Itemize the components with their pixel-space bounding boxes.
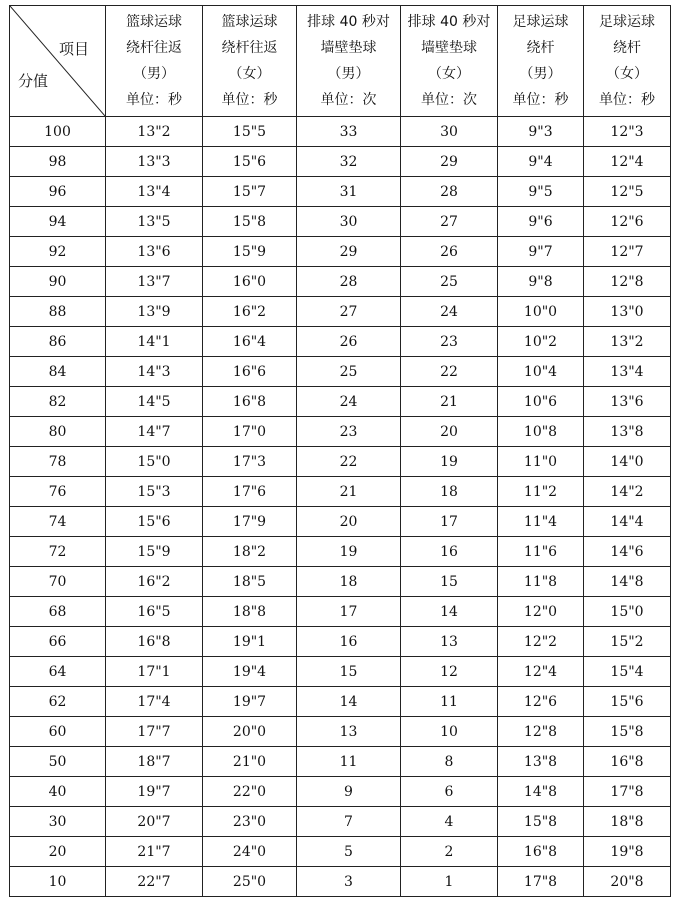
cell-basketball-male: 22"7 xyxy=(106,867,203,897)
cell-basketball-male: 14"7 xyxy=(106,417,203,447)
cell-volleyball-female: 23 xyxy=(401,327,498,357)
cell-volleyball-female: 16 xyxy=(401,537,498,567)
cell-basketball-female: 15"7 xyxy=(203,177,297,207)
cell-volleyball-female: 8 xyxy=(401,747,498,777)
cell-football-male: 12"2 xyxy=(498,627,584,657)
cell-basketball-female: 22"0 xyxy=(203,777,297,807)
cell-basketball-male: 21"7 xyxy=(106,837,203,867)
column-header-gender: （女） xyxy=(228,66,271,82)
cell-basketball-male: 14"1 xyxy=(106,327,203,357)
cell-volleyball-female: 22 xyxy=(401,357,498,387)
table-row xyxy=(10,357,671,387)
cell-basketball-male: 13"2 xyxy=(106,117,203,147)
column-header-basketball-male xyxy=(106,6,203,117)
table-body xyxy=(10,117,671,897)
cell-football-female: 15"0 xyxy=(584,597,671,627)
header-row xyxy=(10,6,671,117)
column-header-line: 排球 40 秒对 xyxy=(407,14,491,30)
cell-football-male: 10"4 xyxy=(498,357,584,387)
column-header-unit: 单位：次 xyxy=(421,92,477,108)
cell-volleyball-male: 32 xyxy=(297,147,401,177)
cell-volleyball-male: 21 xyxy=(297,477,401,507)
cell-volleyball-female: 6 xyxy=(401,777,498,807)
cell-basketball-female: 16"6 xyxy=(203,357,297,387)
cell-basketball-male: 13"5 xyxy=(106,207,203,237)
cell-football-female: 15"8 xyxy=(584,717,671,747)
cell-score: 86 xyxy=(10,327,106,357)
corner-score-label: 分值 xyxy=(18,72,49,90)
column-header-line: 足球运球 xyxy=(599,14,655,30)
cell-score: 70 xyxy=(10,567,106,597)
cell-football-female: 13"2 xyxy=(584,327,671,357)
score-standard-table xyxy=(9,5,671,897)
cell-volleyball-male: 5 xyxy=(297,837,401,867)
cell-basketball-female: 16"2 xyxy=(203,297,297,327)
cell-football-male: 9"3 xyxy=(498,117,584,147)
cell-football-male: 12"4 xyxy=(498,657,584,687)
cell-volleyball-female: 28 xyxy=(401,177,498,207)
cell-football-female: 12"3 xyxy=(584,117,671,147)
cell-basketball-female: 18"8 xyxy=(203,597,297,627)
cell-volleyball-male: 25 xyxy=(297,357,401,387)
cell-football-male: 9"8 xyxy=(498,267,584,297)
cell-volleyball-female: 30 xyxy=(401,117,498,147)
cell-football-male: 12"0 xyxy=(498,597,584,627)
table-row xyxy=(10,777,671,807)
cell-basketball-male: 18"7 xyxy=(106,747,203,777)
cell-score: 94 xyxy=(10,207,106,237)
cell-basketball-male: 20"7 xyxy=(106,807,203,837)
cell-volleyball-male: 24 xyxy=(297,387,401,417)
cell-score: 92 xyxy=(10,237,106,267)
cell-volleyball-male: 23 xyxy=(297,417,401,447)
cell-volleyball-female: 17 xyxy=(401,507,498,537)
cell-basketball-female: 20"0 xyxy=(203,717,297,747)
column-header-unit: 单位：秒 xyxy=(126,92,182,108)
table-row xyxy=(10,597,671,627)
cell-basketball-female: 16"8 xyxy=(203,387,297,417)
cell-football-female: 12"8 xyxy=(584,267,671,297)
table-row xyxy=(10,657,671,687)
cell-volleyball-male: 33 xyxy=(297,117,401,147)
cell-football-male: 9"6 xyxy=(498,207,584,237)
cell-volleyball-female: 2 xyxy=(401,837,498,867)
cell-basketball-male: 13"4 xyxy=(106,177,203,207)
table-row xyxy=(10,327,671,357)
cell-football-male: 12"8 xyxy=(498,717,584,747)
cell-football-female: 13"6 xyxy=(584,387,671,417)
cell-basketball-male: 15"9 xyxy=(106,537,203,567)
cell-football-male: 9"7 xyxy=(498,237,584,267)
cell-basketball-female: 16"4 xyxy=(203,327,297,357)
corner-item-label: 项目 xyxy=(58,40,89,58)
column-header-gender: （女） xyxy=(428,66,470,82)
cell-score: 74 xyxy=(10,507,106,537)
column-header-football-female xyxy=(584,6,671,117)
cell-football-female: 13"8 xyxy=(584,417,671,447)
cell-football-female: 12"4 xyxy=(584,147,671,177)
cell-football-male: 11"4 xyxy=(498,507,584,537)
cell-football-male: 10"0 xyxy=(498,297,584,327)
cell-football-male: 16"8 xyxy=(498,837,584,867)
table-row xyxy=(10,507,671,537)
cell-football-female: 17"8 xyxy=(584,777,671,807)
cell-football-female: 12"5 xyxy=(584,177,671,207)
cell-basketball-female: 21"0 xyxy=(203,747,297,777)
cell-football-female: 15"4 xyxy=(584,657,671,687)
diagonal-divider xyxy=(10,6,105,116)
cell-football-male: 11"0 xyxy=(498,447,584,477)
column-header-unit: 单位：秒 xyxy=(221,92,278,108)
cell-score: 62 xyxy=(10,687,106,717)
column-header-unit: 单位：次 xyxy=(320,92,377,108)
cell-volleyball-male: 20 xyxy=(297,507,401,537)
table-row xyxy=(10,147,671,177)
cell-score: 90 xyxy=(10,267,106,297)
cell-volleyball-female: 25 xyxy=(401,267,498,297)
cell-basketball-female: 18"5 xyxy=(203,567,297,597)
cell-volleyball-male: 19 xyxy=(297,537,401,567)
cell-football-female: 20"8 xyxy=(584,867,671,897)
cell-volleyball-male: 27 xyxy=(297,297,401,327)
table-row xyxy=(10,267,671,297)
cell-score: 20 xyxy=(10,837,106,867)
cell-volleyball-female: 10 xyxy=(401,717,498,747)
column-header-gender: （男） xyxy=(327,66,370,82)
cell-basketball-male: 16"2 xyxy=(106,567,203,597)
cell-football-female: 13"0 xyxy=(584,297,671,327)
column-header-line: 足球运球 xyxy=(512,14,569,30)
column-header-line: 绕杆往返 xyxy=(126,40,182,56)
column-header-gender: （男） xyxy=(519,66,562,82)
cell-football-female: 12"7 xyxy=(584,237,671,267)
cell-basketball-male: 16"8 xyxy=(106,627,203,657)
cell-score: 40 xyxy=(10,777,106,807)
column-header-volleyball-male xyxy=(297,6,401,117)
table-row xyxy=(10,717,671,747)
column-header-volleyball-female xyxy=(401,6,498,117)
cell-score: 84 xyxy=(10,357,106,387)
cell-volleyball-female: 29 xyxy=(401,147,498,177)
cell-volleyball-male: 22 xyxy=(297,447,401,477)
cell-football-male: 10"2 xyxy=(498,327,584,357)
cell-volleyball-female: 20 xyxy=(401,417,498,447)
cell-football-female: 15"6 xyxy=(584,687,671,717)
cell-volleyball-male: 30 xyxy=(297,207,401,237)
table-row xyxy=(10,627,671,657)
cell-score: 30 xyxy=(10,807,106,837)
cell-score: 60 xyxy=(10,717,106,747)
cell-volleyball-male: 15 xyxy=(297,657,401,687)
cell-score: 98 xyxy=(10,147,106,177)
cell-basketball-female: 15"8 xyxy=(203,207,297,237)
cell-football-female: 18"8 xyxy=(584,807,671,837)
table-row xyxy=(10,807,671,837)
cell-basketball-male: 19"7 xyxy=(106,777,203,807)
cell-score: 76 xyxy=(10,477,106,507)
column-header-gender: （男） xyxy=(133,66,175,82)
column-header-line: 墙壁垫球 xyxy=(421,40,477,56)
table-row xyxy=(10,747,671,777)
cell-basketball-female: 23"0 xyxy=(203,807,297,837)
cell-football-male: 10"8 xyxy=(498,417,584,447)
cell-volleyball-male: 17 xyxy=(297,597,401,627)
cell-score: 78 xyxy=(10,447,106,477)
cell-score: 80 xyxy=(10,417,106,447)
column-header-line: 篮球运球 xyxy=(126,14,182,30)
cell-volleyball-female: 19 xyxy=(401,447,498,477)
cell-basketball-male: 14"5 xyxy=(106,387,203,417)
cell-football-male: 13"8 xyxy=(498,747,584,777)
cell-basketball-male: 15"6 xyxy=(106,507,203,537)
cell-football-female: 14"8 xyxy=(584,567,671,597)
cell-volleyball-female: 18 xyxy=(401,477,498,507)
cell-volleyball-male: 11 xyxy=(297,747,401,777)
cell-basketball-female: 17"6 xyxy=(203,477,297,507)
cell-volleyball-female: 26 xyxy=(401,237,498,267)
column-header-gender: （女） xyxy=(606,66,648,82)
cell-score: 96 xyxy=(10,177,106,207)
cell-volleyball-male: 28 xyxy=(297,267,401,297)
cell-football-female: 14"6 xyxy=(584,537,671,567)
cell-football-male: 12"6 xyxy=(498,687,584,717)
cell-basketball-female: 17"0 xyxy=(203,417,297,447)
cell-volleyball-male: 18 xyxy=(297,567,401,597)
table-row xyxy=(10,177,671,207)
cell-basketball-male: 13"9 xyxy=(106,297,203,327)
cell-football-male: 11"8 xyxy=(498,567,584,597)
column-header-line: 墙壁垫球 xyxy=(320,40,377,56)
cell-volleyball-male: 13 xyxy=(297,717,401,747)
cell-volleyball-female: 15 xyxy=(401,567,498,597)
cell-score: 68 xyxy=(10,597,106,627)
table-row xyxy=(10,297,671,327)
cell-basketball-male: 13"3 xyxy=(106,147,203,177)
cell-football-female: 14"4 xyxy=(584,507,671,537)
cell-score: 82 xyxy=(10,387,106,417)
column-header-football-male xyxy=(498,6,584,117)
table-row xyxy=(10,237,671,267)
cell-basketball-male: 17"7 xyxy=(106,717,203,747)
cell-football-male: 10"6 xyxy=(498,387,584,417)
table-row xyxy=(10,417,671,447)
cell-basketball-female: 25"0 xyxy=(203,867,297,897)
cell-football-female: 13"4 xyxy=(584,357,671,387)
cell-basketball-male: 15"3 xyxy=(106,477,203,507)
table-row xyxy=(10,687,671,717)
cell-football-male: 17"8 xyxy=(498,867,584,897)
table-row xyxy=(10,387,671,417)
cell-volleyball-male: 7 xyxy=(297,807,401,837)
cell-football-female: 15"2 xyxy=(584,627,671,657)
column-header-line: 绕杆 xyxy=(526,40,555,56)
cell-basketball-male: 14"3 xyxy=(106,357,203,387)
cell-basketball-female: 17"9 xyxy=(203,507,297,537)
cell-basketball-male: 13"7 xyxy=(106,267,203,297)
cell-basketball-female: 19"7 xyxy=(203,687,297,717)
cell-volleyball-male: 3 xyxy=(297,867,401,897)
cell-volleyball-female: 4 xyxy=(401,807,498,837)
cell-volleyball-male: 26 xyxy=(297,327,401,357)
table-row xyxy=(10,477,671,507)
cell-basketball-male: 16"5 xyxy=(106,597,203,627)
cell-volleyball-male: 31 xyxy=(297,177,401,207)
cell-football-male: 9"4 xyxy=(498,147,584,177)
cell-basketball-female: 19"4 xyxy=(203,657,297,687)
cell-football-female: 16"8 xyxy=(584,747,671,777)
cell-volleyball-female: 13 xyxy=(401,627,498,657)
column-header-line: 绕杆往返 xyxy=(221,40,278,56)
cell-basketball-female: 15"6 xyxy=(203,147,297,177)
table-row xyxy=(10,207,671,237)
corner-cell xyxy=(10,6,106,117)
cell-basketball-female: 17"3 xyxy=(203,447,297,477)
table-row xyxy=(10,567,671,597)
column-header-line: 排球 40 秒对 xyxy=(307,14,390,30)
table-row xyxy=(10,537,671,567)
cell-volleyball-male: 14 xyxy=(297,687,401,717)
cell-volleyball-male: 9 xyxy=(297,777,401,807)
cell-basketball-male: 15"0 xyxy=(106,447,203,477)
cell-volleyball-female: 14 xyxy=(401,597,498,627)
column-header-line: 篮球运球 xyxy=(221,14,278,30)
cell-basketball-male: 13"6 xyxy=(106,237,203,267)
cell-football-male: 11"6 xyxy=(498,537,584,567)
cell-basketball-female: 15"9 xyxy=(203,237,297,267)
column-header-unit: 单位：秒 xyxy=(512,92,569,108)
cell-football-female: 14"2 xyxy=(584,477,671,507)
cell-volleyball-female: 11 xyxy=(401,687,498,717)
table-row xyxy=(10,867,671,897)
cell-score: 72 xyxy=(10,537,106,567)
cell-volleyball-male: 29 xyxy=(297,237,401,267)
cell-football-male: 15"8 xyxy=(498,807,584,837)
cell-volleyball-female: 27 xyxy=(401,207,498,237)
cell-score: 50 xyxy=(10,747,106,777)
cell-football-male: 14"8 xyxy=(498,777,584,807)
cell-football-female: 19"8 xyxy=(584,837,671,867)
cell-basketball-female: 24"0 xyxy=(203,837,297,867)
table-row xyxy=(10,837,671,867)
cell-basketball-female: 18"2 xyxy=(203,537,297,567)
cell-basketball-male: 17"4 xyxy=(106,687,203,717)
cell-volleyball-female: 12 xyxy=(401,657,498,687)
cell-football-male: 11"2 xyxy=(498,477,584,507)
cell-basketball-female: 16"0 xyxy=(203,267,297,297)
cell-score: 66 xyxy=(10,627,106,657)
column-header-basketball-female xyxy=(203,6,297,117)
cell-basketball-male: 17"1 xyxy=(106,657,203,687)
cell-basketball-female: 19"1 xyxy=(203,627,297,657)
cell-score: 10 xyxy=(10,867,106,897)
cell-volleyball-female: 24 xyxy=(401,297,498,327)
cell-volleyball-male: 16 xyxy=(297,627,401,657)
column-header-unit: 单位：秒 xyxy=(599,92,655,108)
cell-volleyball-female: 1 xyxy=(401,867,498,897)
cell-football-female: 12"6 xyxy=(584,207,671,237)
table-row xyxy=(10,117,671,147)
column-header-line: 绕杆 xyxy=(613,40,641,56)
cell-score: 64 xyxy=(10,657,106,687)
cell-score: 88 xyxy=(10,297,106,327)
table-row xyxy=(10,447,671,477)
cell-basketball-female: 15"5 xyxy=(203,117,297,147)
cell-football-male: 9"5 xyxy=(498,177,584,207)
cell-volleyball-female: 21 xyxy=(401,387,498,417)
cell-football-female: 14"0 xyxy=(584,447,671,477)
cell-score: 100 xyxy=(10,117,106,147)
